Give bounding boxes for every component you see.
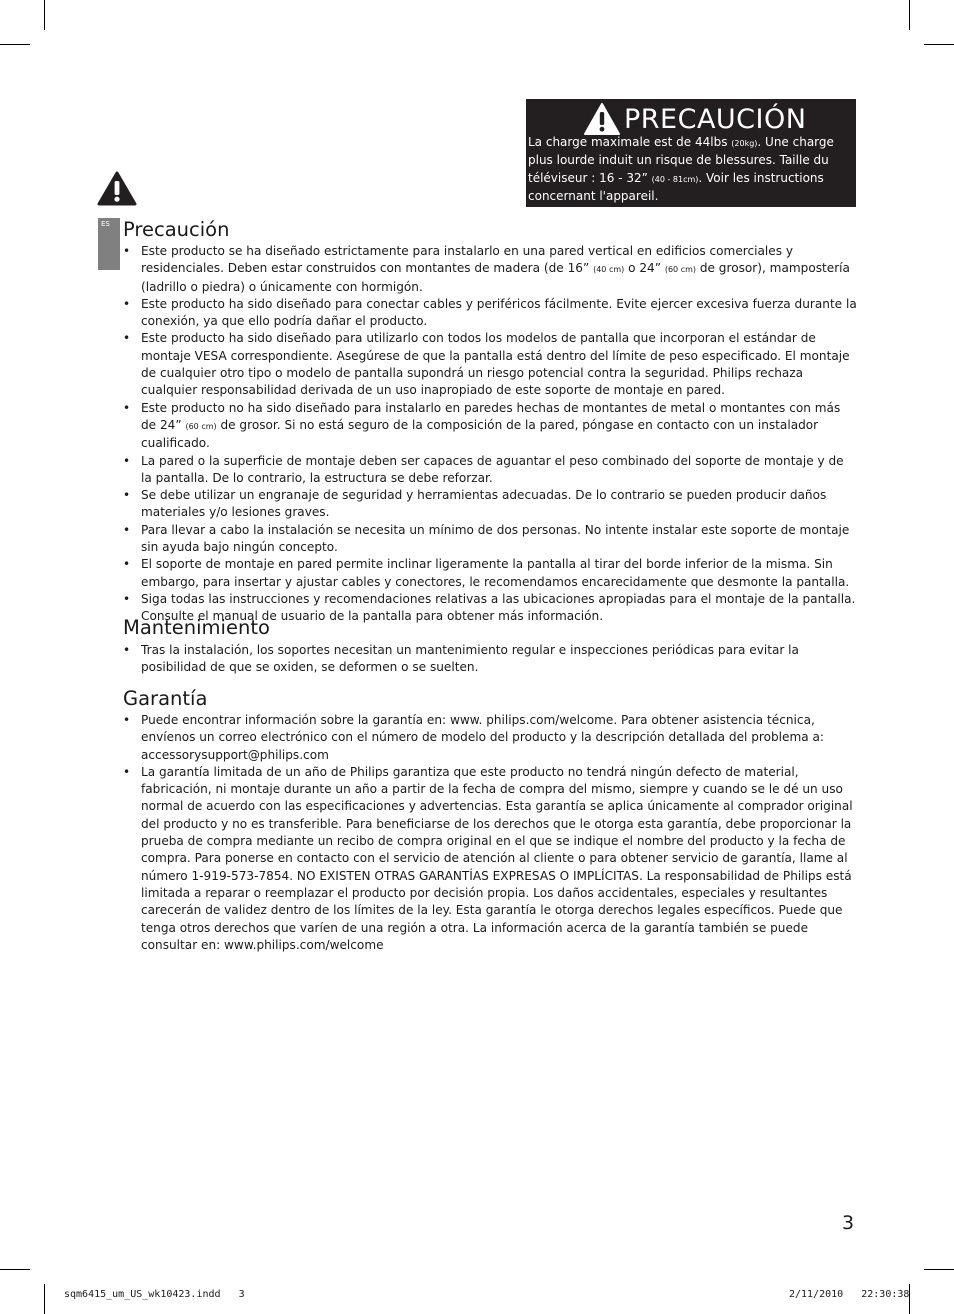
language-tab-label: ES (101, 220, 110, 228)
crop-mark (44, 0, 45, 30)
garantia-list (123, 712, 858, 954)
list-item: • Puede encontrar información sobre la garantía en: www. philips.com/welcome. Para obtener asistencia técnica, envíenos un correo electrónico con el número de modelo del producto y la descripción detallada del problema a: accessorysupport@philips.com (123, 713, 824, 762)
crop-mark (0, 44, 30, 45)
list-item: • Este producto se ha diseñado estrictamente para instalarlo en una pared vertical en edificios comerciales y residenciales. Deben estar construidos con montantes de madera (de 16” (40 cm) o 24” (60 cm) de grosor), mampostería (ladrillo o piedra) o únicamente con hormigón. (123, 244, 850, 294)
list-item: • Este producto ha sido diseñado para conectar cables y periféricos fácilmente. Evite ejercer excesiva fuerza durante la conexión, ya que ello podría dañar el producto. (123, 296, 857, 329)
mantenimiento-list (123, 642, 858, 677)
print-slug-file: sqm6415_um_US_wk10423.indd 3 (64, 1289, 245, 1300)
section-heading-precaucion: Precaución (123, 218, 230, 241)
page-number: 3 (842, 1212, 855, 1234)
precaucion-list (123, 243, 858, 626)
language-tab (98, 218, 120, 270)
list-item: • Este producto no ha sido diseñado para instalarlo en paredes hechas de montantes de metal o montantes con más de 24” (60 cm) de grosor. Si no está seguro de la composición de la pared, póngase en contacto con un instalador cualificado. (123, 400, 841, 451)
section-heading-garantia: Garantía (123, 687, 208, 710)
warning-box (526, 99, 856, 207)
list-item: • La garantía limitada de un año de Philips garantiza que este producto no tendrá ningún defecto de material, fabricación, ni montaje durante un año a partir de la fecha de compra del mismo, siempre y cuando se le dé un uso normal de acuerdo con las especificaciones y advertencias. Esta garantía se aplica únicamente al comprador original del producto y no es transferible. Para beneficiarse de los derechos que le otorga esta garantía, debe proporcionar la prueba de compra mediante un recibo de compra original en el que se indique el nombre del producto y la fecha de compra. Para ponerse en contacto con el servicio de atención al cliente o para obtener servicio de garantía, llame al número 1-919-573-7854. NO EXISTEN OTRAS GARANTÍAS EXPRESAS O IMPLÍCITAS. La responsabilidad de Philips está limitada a reparar o reemplazar el producto por decisión propia. Los daños accidentales, especiales y resultantes carecerán de validez dentro de los límites de la ley. Esta garantía le otorga derechos legales específicos. Puede que tenga otros derechos que varíen de una región a otra. La información acerca de la garantía también se puede consultar en: www.philips.com/welcome (123, 764, 853, 952)
list-item: • Se debe utilizar un engranaje de seguridad y herramientas adecuadas. De lo contrario se pueden producir daños materiales y/o lesiones graves. (123, 488, 827, 520)
warning-text: La charge maximale est de 44lbs (20kg). Une charge plus lourde induit un risque de blessures. Taille du téléviseur : 16 - 32” (40 - 81cm). Voir les instructions concernant l'appareil. (528, 135, 834, 204)
list-item: • Para llevar a cabo la instalación se necesita un mínimo de dos personas. No intente instalar este soporte de montaje sin ayuda bajo ningún concepto. (123, 522, 850, 555)
crop-mark (924, 1269, 954, 1270)
warning-triangle-icon (97, 171, 137, 207)
list-item: • El soporte de montaje en pared permite inclinar ligeramente la pantalla al tirar del borde inferior de la misma. Sin embargo, para insertar y ajustar cables y conectores, le recomendamos encarecidamente que desmonte la pantalla. (123, 557, 850, 589)
crop-mark (924, 44, 954, 45)
crop-mark (44, 1284, 45, 1314)
warning-title: PRECAUCIÓN (624, 104, 807, 135)
crop-mark (0, 1269, 30, 1270)
warning-triangle-icon (584, 103, 620, 135)
list-item: • Siga todas las instrucciones y recomendaciones relativas a las ubicaciones apropiadas para el montaje de la pantalla. Consulte el manual de usuario de la pantalla para obtener más información. (123, 591, 856, 624)
list-item: • Tras la instalación, los soportes necesitan un mantenimiento regular e inspecciones periódicas para evitar la posibilidad de que se oxiden, se deformen o se suelten. (123, 643, 799, 675)
print-slug-date: 2/11/2010 22:30:38 (789, 1289, 910, 1300)
list-item: • La pared o la superficie de montaje deben ser capaces de aguantar el peso combinado del soporte de montaje y de la pantalla. De lo contrario, la estructura se debe reforzar. (123, 453, 844, 485)
section-heading-mantenimiento: Mantenimiento (123, 616, 270, 639)
list-item: • Este producto ha sido diseñado para utilizarlo con todos los modelos de pantalla que incorporan el estándar de montaje VESA correspondiente. Asegúrese de que la pantalla está dentro del límite de peso especificado. El montaje de cualquier otro tipo o modelo de pantalla supondrá un riesgo potencial contra la seguridad. Philips rechaza cualquier responsabilidad derivada de un uso inapropiado de este soporte de montaje en pared. (123, 331, 850, 398)
crop-mark (909, 0, 910, 30)
